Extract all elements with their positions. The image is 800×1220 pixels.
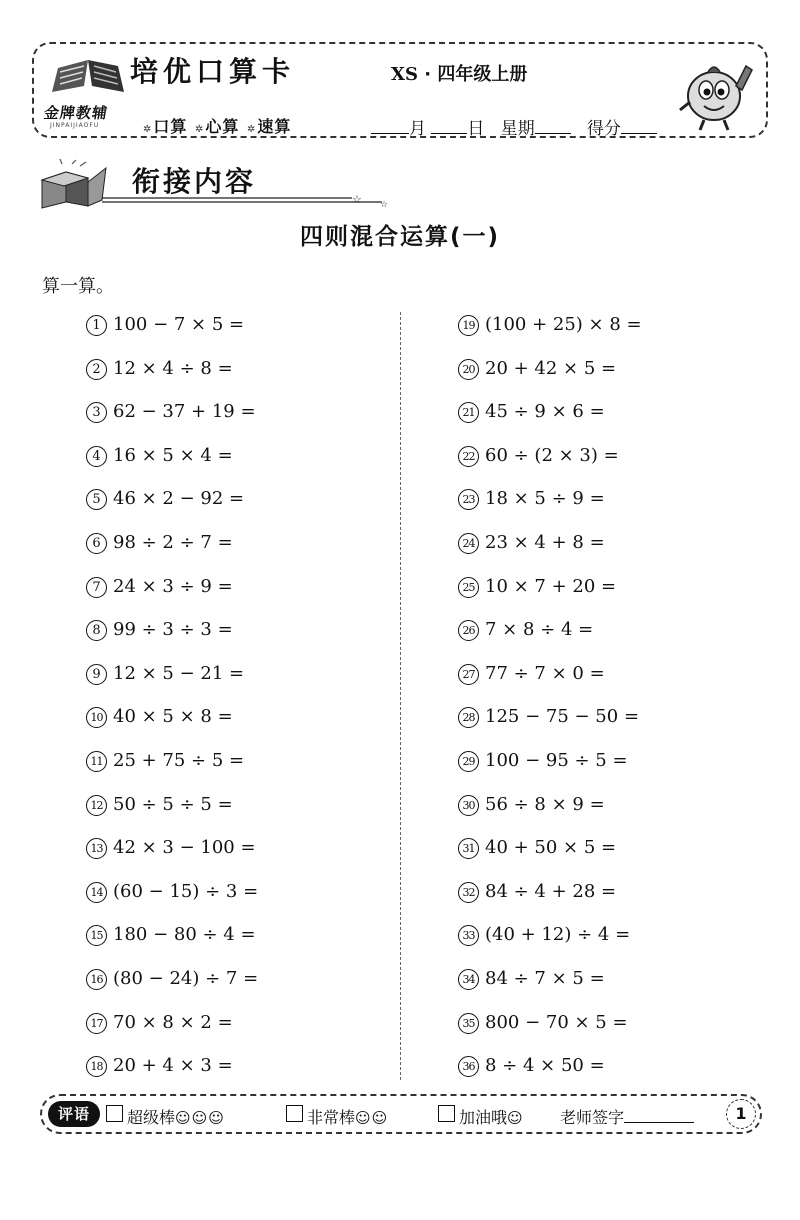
month-label: 月 xyxy=(409,119,426,139)
problem-expression: 56 ÷ 8 × 9 = xyxy=(485,793,605,815)
problem-item xyxy=(458,488,605,512)
star-icon: ✲ xyxy=(194,124,205,135)
problem-item xyxy=(86,837,256,861)
open-book-icon xyxy=(48,56,128,96)
problem-item xyxy=(86,445,233,469)
problem-item xyxy=(458,794,605,818)
problem-expression: 12 × 5 − 21 = xyxy=(113,662,245,684)
problem-item xyxy=(458,837,616,861)
problem-number: 24 xyxy=(458,533,479,554)
teacher-sign-field[interactable] xyxy=(624,1108,694,1123)
score-field[interactable] xyxy=(621,119,657,134)
problem-expression: 7 × 8 ÷ 4 = xyxy=(485,619,594,641)
banner-title: 衔接内容 xyxy=(132,165,257,198)
problem-number: 14 xyxy=(86,882,107,903)
problem-expression: 24 × 3 ÷ 9 = xyxy=(113,575,233,597)
problem-number: 6 xyxy=(86,533,107,554)
problem-item xyxy=(458,968,605,992)
problem-number: 30 xyxy=(458,795,479,816)
problem-item xyxy=(86,663,244,687)
problem-expression: 125 − 75 − 50 = xyxy=(485,706,640,728)
problem-item xyxy=(86,881,258,905)
svg-text:☆: ☆ xyxy=(352,194,362,206)
problem-item xyxy=(86,794,233,818)
problem-number: 2 xyxy=(86,359,107,380)
problem-item xyxy=(458,1012,628,1036)
problem-item xyxy=(86,532,233,556)
problem-expression: (40 + 12) ÷ 4 = xyxy=(485,924,631,946)
problem-number: 1 xyxy=(86,315,107,336)
book-stack-icon xyxy=(36,158,108,210)
problem-item xyxy=(86,750,244,774)
problem-expression: 180 − 80 ÷ 4 = xyxy=(113,924,256,946)
problem-number: 13 xyxy=(86,838,107,859)
problem-expression: 77 ÷ 7 × 0 = xyxy=(485,662,605,684)
problem-expression: 800 − 70 × 5 = xyxy=(485,1011,628,1033)
problem-number: 7 xyxy=(86,577,107,598)
problem-number: 18 xyxy=(86,1056,107,1077)
problem-number: 33 xyxy=(458,925,479,946)
problem-expression: 12 × 4 ÷ 8 = xyxy=(113,357,233,379)
very-great-option xyxy=(307,1105,388,1128)
problem-expression: 98 ÷ 2 ÷ 7 = xyxy=(113,532,233,553)
problem-expression: 40 + 50 × 5 = xyxy=(485,837,617,859)
problem-item xyxy=(458,445,619,469)
problem-expression: 8 ÷ 4 × 50 = xyxy=(485,1055,605,1077)
very-great-checkbox[interactable] xyxy=(286,1105,303,1122)
grade-label: 四年级上册 xyxy=(437,64,528,85)
keep-going-label: 加油哦 xyxy=(459,1108,508,1127)
problem-item xyxy=(458,881,616,905)
evaluation-bar xyxy=(40,1094,762,1134)
problem-expression: 46 × 2 − 92 = xyxy=(113,488,245,510)
smile-icon: ☺☺☺ xyxy=(175,1109,225,1127)
weekday-label: 星期 xyxy=(500,119,535,139)
keep-going-checkbox[interactable] xyxy=(438,1105,455,1122)
section-banner xyxy=(36,158,389,212)
super-great-label: 超级棒 xyxy=(127,1108,176,1127)
problem-item xyxy=(458,924,630,948)
evaluation-badge: 评语 xyxy=(48,1101,100,1127)
mascot-icon xyxy=(674,48,756,134)
problem-expression: 16 × 5 × 4 = xyxy=(113,444,233,466)
tagline-item-speed: 速算 xyxy=(257,117,292,136)
smile-icon: ☺ xyxy=(507,1109,524,1127)
problem-item xyxy=(458,358,616,382)
logo-text: 金牌教辅 xyxy=(42,104,110,122)
problem-item xyxy=(86,314,244,338)
problem-number: 20 xyxy=(458,359,479,380)
problem-number: 8 xyxy=(86,620,107,641)
problem-number: 22 xyxy=(458,446,479,467)
problem-number: 31 xyxy=(458,838,479,859)
problem-number: 17 xyxy=(86,1013,107,1034)
problem-number: 3 xyxy=(86,402,107,423)
brand-logo xyxy=(38,48,138,134)
problem-number: 15 xyxy=(86,925,107,946)
logo-pinyin: JINPAIJIAOFU xyxy=(50,122,100,129)
page-number: 1 xyxy=(726,1099,756,1129)
instruction-text: 算一算。 xyxy=(42,276,114,297)
score-label: 得分 xyxy=(586,119,621,139)
problem-expression: 100 − 7 × 5 = xyxy=(113,314,245,335)
problem-item xyxy=(86,401,256,425)
banner-underline xyxy=(102,194,392,208)
problem-item xyxy=(86,1012,233,1036)
problem-item xyxy=(458,1055,605,1079)
tagline xyxy=(142,114,291,137)
problem-number: 11 xyxy=(86,751,107,772)
problem-item xyxy=(86,968,258,992)
problem-expression: 99 ÷ 3 ÷ 3 = xyxy=(113,619,233,641)
problem-number: 9 xyxy=(86,664,107,685)
problem-number: 10 xyxy=(86,707,107,728)
problem-expression: 70 × 8 × 2 = xyxy=(113,1011,233,1033)
problem-item xyxy=(458,663,605,687)
series-code: XS xyxy=(391,64,418,85)
keep-going-option xyxy=(459,1105,524,1128)
problem-item xyxy=(458,314,642,338)
problem-item xyxy=(86,488,244,512)
problem-number: 35 xyxy=(458,1013,479,1034)
problem-number: 19 xyxy=(458,315,479,336)
problem-number: 27 xyxy=(458,664,479,685)
teacher-signature xyxy=(560,1105,694,1128)
problem-item xyxy=(86,706,233,730)
problem-number: 12 xyxy=(86,795,107,816)
date-fields xyxy=(371,114,657,139)
problem-number: 23 xyxy=(458,489,479,510)
problem-item xyxy=(86,576,233,600)
problem-number: 32 xyxy=(458,882,479,903)
problem-expression: 60 ÷ (2 × 3) = xyxy=(485,444,619,466)
problem-expression: 20 + 42 × 5 = xyxy=(485,357,617,379)
day-label: 日 xyxy=(467,119,485,139)
problem-number: 5 xyxy=(86,489,107,510)
card-title: 培优口算卡 xyxy=(130,55,296,88)
problem-item xyxy=(86,924,256,948)
problem-expression: 20 + 4 × 3 = xyxy=(113,1055,233,1077)
problem-number: 29 xyxy=(458,751,479,772)
problem-item xyxy=(86,358,233,382)
problem-expression: (100 + 25) × 8 = xyxy=(485,314,642,335)
page-title: 四则混合运算(一) xyxy=(299,224,501,250)
problem-number: 28 xyxy=(458,707,479,728)
smile-icon: ☺☺ xyxy=(355,1109,389,1127)
problem-number: 16 xyxy=(86,969,107,990)
month-field[interactable] xyxy=(371,119,409,134)
grade-info xyxy=(391,60,527,86)
problem-number: 26 xyxy=(458,620,479,641)
grade-separator: · xyxy=(417,64,438,85)
problem-number: 25 xyxy=(458,577,479,598)
problem-number: 36 xyxy=(458,1056,479,1077)
column-divider xyxy=(400,312,401,1080)
problem-expression: 10 × 7 + 20 = xyxy=(485,575,617,597)
day-field[interactable] xyxy=(431,119,467,134)
problem-expression: 23 × 4 + 8 = xyxy=(485,532,605,553)
problem-item xyxy=(458,750,628,774)
problem-number: 34 xyxy=(458,969,479,990)
problem-item xyxy=(86,619,233,643)
problem-expression: 45 ÷ 9 × 6 = xyxy=(485,401,605,423)
weekday-field[interactable] xyxy=(535,119,571,134)
tagline-item-oral: 口算 xyxy=(153,117,188,136)
problem-number: 4 xyxy=(86,446,107,467)
problem-expression: 84 ÷ 4 + 28 = xyxy=(485,880,617,902)
problem-item xyxy=(458,532,605,556)
problem-number: 21 xyxy=(458,402,479,423)
super-great-checkbox[interactable] xyxy=(106,1105,123,1122)
super-great-option xyxy=(127,1105,225,1128)
problem-expression: 18 × 5 ÷ 9 = xyxy=(485,488,605,510)
svg-text:☆: ☆ xyxy=(380,200,389,208)
problem-expression: 42 × 3 − 100 = xyxy=(113,837,256,859)
problem-item xyxy=(458,576,616,600)
problem-expression: 50 ÷ 5 ÷ 5 = xyxy=(113,793,233,815)
problem-expression: (80 − 24) ÷ 7 = xyxy=(113,968,259,989)
tagline-item-mental: 心算 xyxy=(205,117,240,136)
very-great-label: 非常棒 xyxy=(307,1108,356,1127)
problem-item xyxy=(458,619,593,643)
problem-expression: 62 − 37 + 19 = xyxy=(113,401,256,423)
problem-expression: 40 × 5 × 8 = xyxy=(113,706,233,728)
problem-expression: 25 + 75 ÷ 5 = xyxy=(113,750,245,771)
problem-item xyxy=(86,1055,233,1079)
problem-item xyxy=(458,706,639,730)
header-card xyxy=(32,42,768,138)
teacher-sign-label: 老师签字 xyxy=(560,1108,625,1127)
star-icon: ✲ xyxy=(143,124,153,135)
problem-expression: 84 ÷ 7 × 5 = xyxy=(485,968,605,989)
problem-expression: 100 − 95 ÷ 5 = xyxy=(485,750,628,771)
star-icon: ✲ xyxy=(246,124,257,135)
problem-expression: (60 − 15) ÷ 3 = xyxy=(113,880,259,902)
problem-item xyxy=(458,401,605,425)
